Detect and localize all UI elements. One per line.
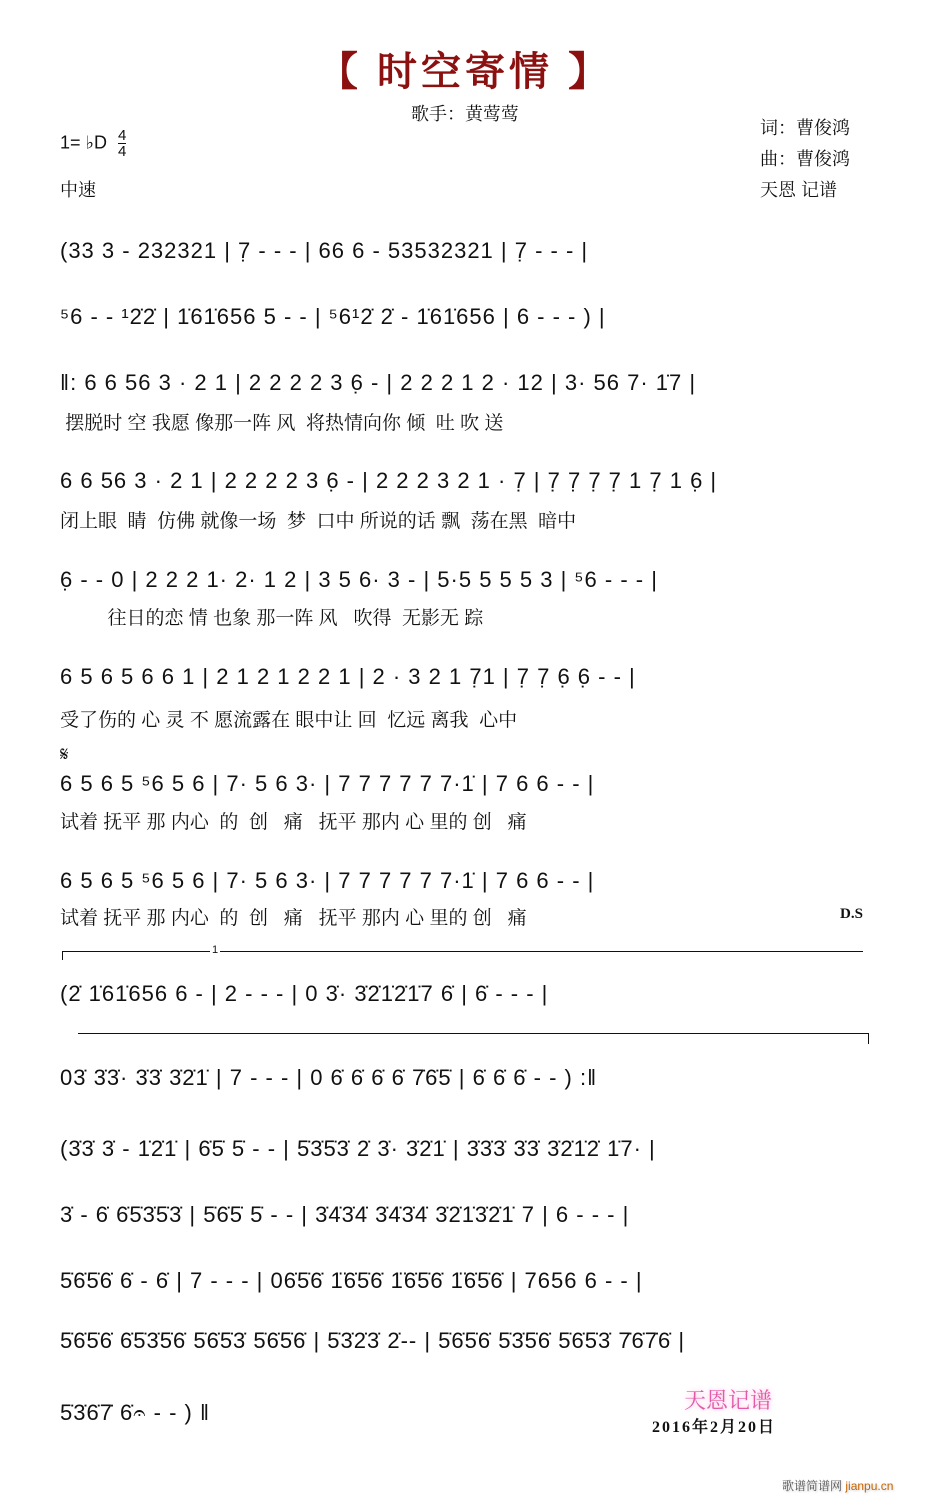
lyrics-row-3: 摆脱时 空 我愿 像那一阵 风 将热情向你 倾 吐 吹 送 [60,413,504,434]
staff-row-15: 5̇3̇6̇7̇ 6̇𝄐 - - ) ‖ [60,1400,211,1425]
key-label: 1= ♭D [60,132,108,153]
watermark-cn: 歌谱简谱网 [782,1479,843,1493]
lyrics-row-4: 闭上眼 睛 仿佛 就像一场 梦 口中 所说的话 飘 荡在黑 暗中 [60,511,577,532]
staff-row-4: 6 6 56 3 · 2 1 | 2 2 2 2 3 6̣ - | 2 2 2 3 2 1 · 7̣ | 7̣ 7̣ 7̣ 7̣ 1 7̣ 1 6̣ | [60,468,718,493]
staff-row-5: 6̣ - - 0 | 2 2 2 1· 2· 1 2 | 3 5 6· 3 - | 5·5 5 5 5 3 | ⁵6 - - - | [60,567,658,592]
staff-row-11: (3̇3̇ 3̇ - 1̇2̇1̇ | 6̇5̇ 5̇ - - | 5̇3̇5̇3̇ 2̇ 3̇· 3̇2̇1̇ | 3̇3̇3̇ 3̇3̇ 3̇2̇1̇2̇ 1̇7· | [60,1136,656,1161]
song-title: 【 时空寄情 】 [317,50,613,94]
tempo-marking: 中速 [60,180,96,200]
staff-row-10: 03̇ 3̇3̇· 3̇3̇ 3̇2̇1̇ | 7 - - - | 0 6̇ 6̇ 6̇ 6̇ 7̇6̇5̇ | 6̇ 6̇ 6̇ - - ) :‖ [60,1065,598,1090]
staff-row-3: ‖: 6 6 56 3 · 2 1 | 2 2 2 2 3 6̣ - | 2 2 2 1 2 · 12 | 3· 56 7· 1̇7 | [60,370,697,395]
lyricist-credit: 词：曹俊鸿 [760,118,850,138]
volta-bracket-2 [78,1033,869,1044]
transcriber-credit: 天恩 记谱 [760,180,838,200]
credits [760,113,850,206]
volta-number: 1 [212,944,219,956]
time-signature: $\frac{4}{4}$ [118,127,127,160]
staff-row-1: (33 3 - 232321 | 7̣ - - - | 66 6 - 53532321 | 7̣ - - - | [60,238,589,263]
transcriber-stamp: 天恩记谱 [684,1389,773,1414]
watermark-site: jianpu.cn [845,1479,894,1493]
staff-row-8: 6 5 6 5 ⁵6 5 6 | 7· 5 6 3· | 7 7 7 7 7 7·1̇ | 7 6 6 - - | [60,868,595,893]
segno-sign: 𝄋 [60,744,69,766]
key-signature [60,128,126,159]
site-watermark [782,1477,893,1494]
lyrics-row-7: 试着 抚平 那 内心 的 创 痛 抚平 那内 心 里的 创 痛 [60,812,527,833]
lyrics-row-6: 受了伤的 心 灵 不 愿流露在 眼中让 回 忆远 离我 心中 [60,710,518,731]
lyrics-row-8: 试着 抚平 那 内心 的 创 痛 抚平 那内 心 里的 创 痛 [60,908,527,929]
lyrics-row-5: 往日的恋 情 也象 那一阵 风 吹得 无影无 踪 [60,608,484,629]
composer-credit: 曲：曹俊鸿 [760,149,850,169]
staff-row-12: 3̇ - 6̇ 6̇5̇3̇5̇3̇ | 5̇6̇5̇ 5̇ - - | 3̇4̇3̇4̇ 3̇4̇3̇4̇ 3̇2̇1̇3̇2̇1̇ 7 | 6 - - - | [60,1202,630,1227]
transcription-date: 2016年2月20日 [652,1419,777,1436]
staff-row-7: 6 5 6 5 ⁵6 5 6 | 7· 5 6 3· | 7 7 7 7 7 7·1̇ | 7 6 6 - - | [60,771,595,796]
staff-row-14: 5̇6̇5̇6̇ 6̇5̇3̇5̇6̇ 5̇6̇5̇3̇ 5̇6̇5̇6̇ | 5̇3̇2̇3̇ 2̇-- | 5̇6̇5̇6̇ 5̇3̇5̇6̇ 5̇6̇5̇3̇ 7̇6̇7̇6̇ | [60,1328,686,1353]
staff-row-9: (2̇ 1̇61̇656 6 - | 2 - - - | 0 3̇· 3̇2̇1̇2̇1̇7 6̇ | 6̇ - - - | [60,981,549,1006]
staff-row-2: ⁵6 - - ¹2̇2̇ | 1̇61̇656 5 - - | ⁵6¹2̇ 2̇ - 1̇61̇656 | 6 - - - ) | [60,304,606,329]
dal-segno-marking: D.S [840,906,863,922]
staff-row-13: 5̇6̇5̇6̇ 6̇ - 6̇ | 7 - - - | 06̇5̇6̇ 1̈6̇5̇6̇ 1̈6̇5̇6̇ 1̈6̇5̇6̇ | 7656 6 - - | [60,1268,643,1293]
staff-row-6: 6 5 6 5 6 6 1 | 2 1 2 1 2 2 1 | 2 · 3 2 1 7̣1 | 7̣ 7̣ 6̣ 6̣ - - | [60,664,636,689]
singer-credit: 歌手：黄莺莺 [411,104,519,124]
volta-bracket-1 [62,951,863,960]
